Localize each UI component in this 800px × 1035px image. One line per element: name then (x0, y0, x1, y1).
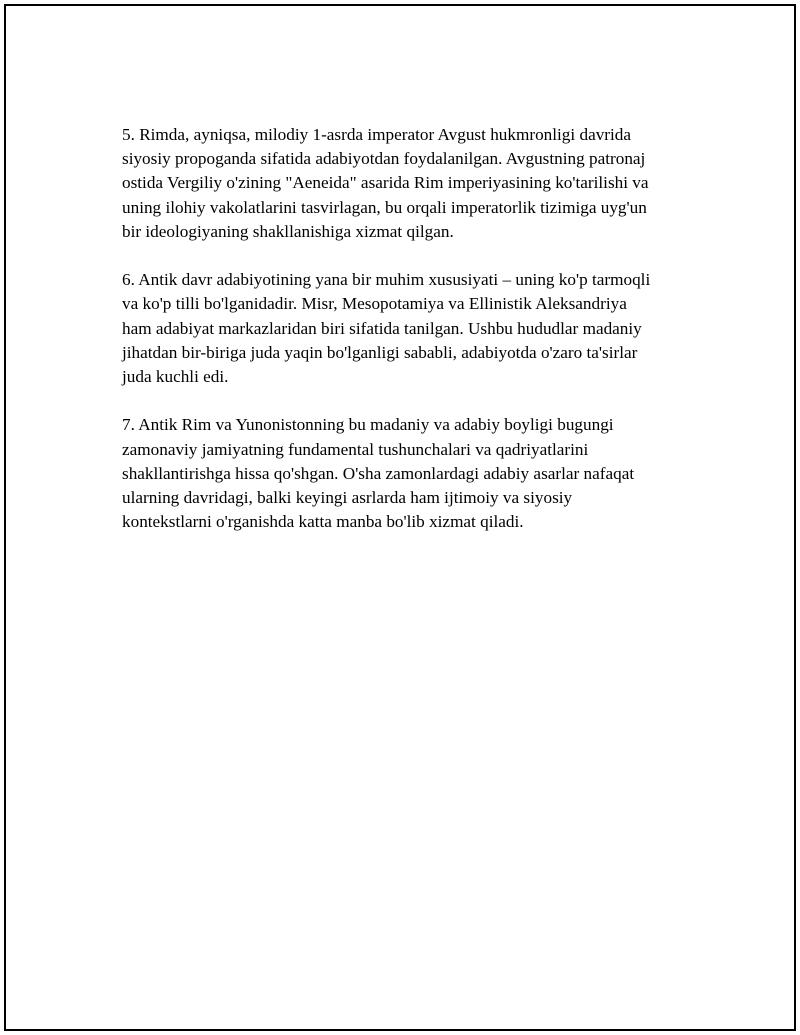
document-body (122, 123, 702, 559)
paragraph-7: 7. Antik Rim va Yunonistonning bu madaniy va adabiy boyligi bugungi zamonaviy jamiyatning fundamental tushunchalari va qadriyatlarini shakllantirishga hissa qo'shgan. O'sha zamonlardagi adabiy asarlar nafaqat ularning davridagi, balki keyingi asrlarda ham ijtimoiy va siyosiy kontekstlarni o'rganishda katta manba bo'lib xizmat qiladi. (122, 415, 635, 532)
paragraph-6: 6. Antik davr adabiyotining yana bir muhim xususiyati – uning ko'p tarmoqli va ko'p tilli bo'lganidadir. Misr, Mesopotamiya va Ellinistik Aleksandriya ham adabiyat markazlaridan biri sifatida tanilgan. Ushbu hududlar madaniy jihatdan bir-biriga juda yaqin bo'lganligi sababli, adabiyotda o'zaro ta'sirlar juda kuchli edi. (122, 270, 651, 387)
page-frame (4, 4, 796, 1031)
paragraph-5: 5. Rimda, ayniqsa, milodiy 1-asrda imperator Avgust hukmronligi davrida siyosiy propoganda sifatida adabiyotdan foydalanilgan. Avgustning patronaj ostida Vergiliy o'zining "Aeneida" asarida Rim imperiyasining ko'tarilishi va uning ilohiy vakolatlarini tasvirlagan, bu orqali imperatorlik tizimiga uyg'un bir ideologiyaning shakllanishiga xizmat qilgan. (122, 125, 649, 241)
